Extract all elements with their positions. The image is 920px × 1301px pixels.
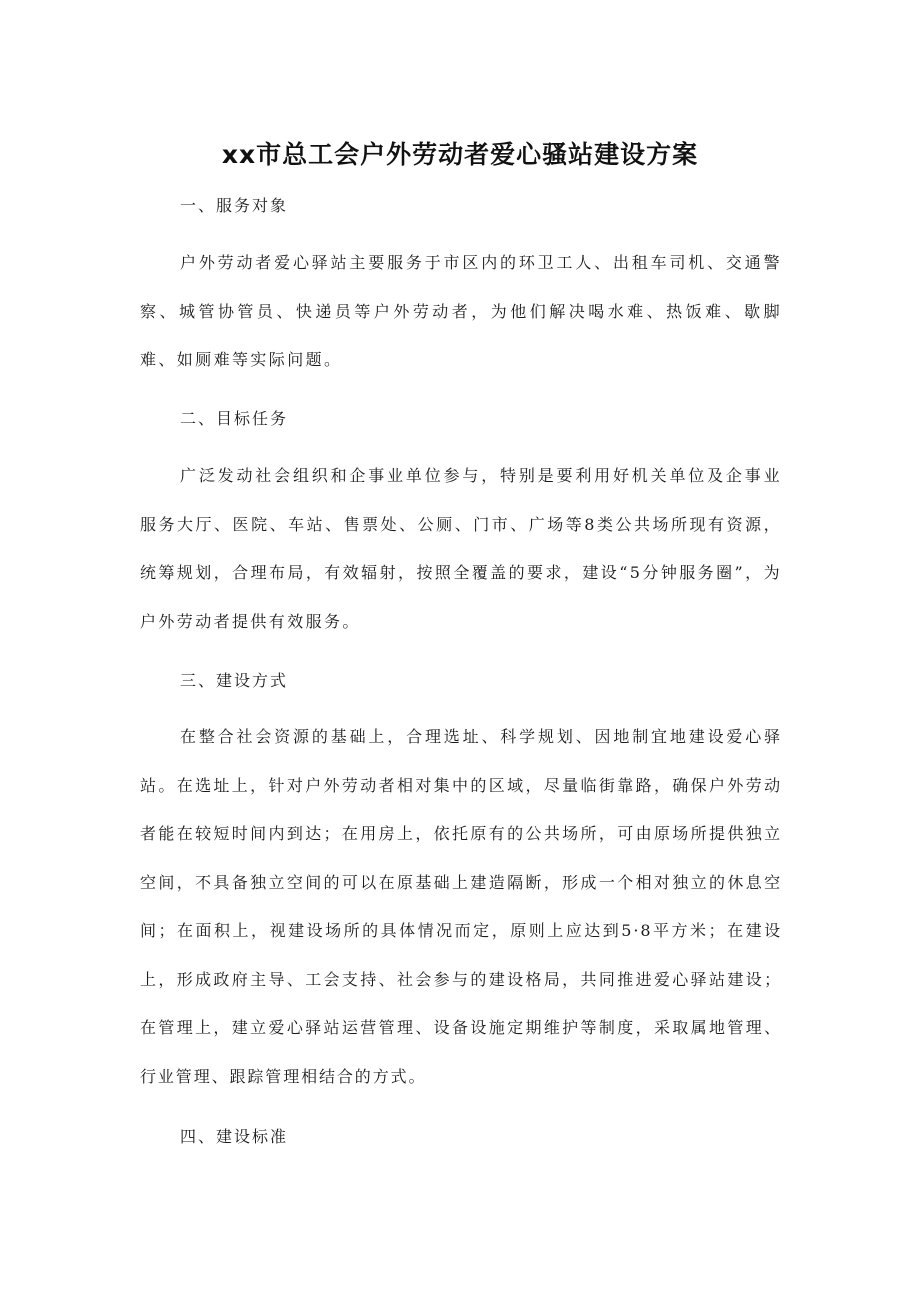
section-heading-construction-standards: 四、建设标准 (180, 1127, 289, 1146)
section-heading-construction-method: 三、建设方式 (180, 671, 289, 690)
section-body-construction-method: 在整合社会资源的基础上，合理选址、科学规划、因地制宜地建设爱心驿站。在选址上，针对户外劳动者相对集中的区域，尽量临街靠路，确保户外劳动者能在较短时间内到达；在用房上，依托原有的公共场所，可由原场所提供独立空间，不具备独立空间的可以在原基础上建造隔断，形成一个相对独立的休息空间；在面积上，视建设场所的具体情况而定，原则上应达到5·8平方米；在建设上，形成政府主导、工会支持、社会参与的建设格局，共同推进爱心驿站建设；在管理上，建立爱心驿站运营管理、设备设施定期维护等制度，采取属地管理、行业管理、跟踪管理相结合的方式。 (140, 727, 782, 1086)
section-heading-objectives: 二、目标任务 (180, 409, 289, 428)
section-heading-service-targets: 一、服务对象 (180, 196, 289, 215)
section-body-objectives: 广泛发动社会组织和企事业单位参与，特别是要利用好机关单位及企事业服务大厅、医院、车站、售票处、公厕、门市、广场等8类公共场所现有资源，统筹规划，合理布局，有效辐射，按照全覆盖的要求，建设“5分钟服务圈”，为户外劳动者提供有效服务。 (140, 466, 782, 631)
section-body-service-targets: 户外劳动者爱心驿站主要服务于市区内的环卫工人、出租车司机、交通警察、城管协管员、快递员等户外劳动者，为他们解决喝水难、热饭难、歇脚难、如厕难等实际问题。 (140, 253, 782, 369)
document-title: xx市总工会户外劳动者爱心骚站建设方案 (221, 140, 699, 169)
